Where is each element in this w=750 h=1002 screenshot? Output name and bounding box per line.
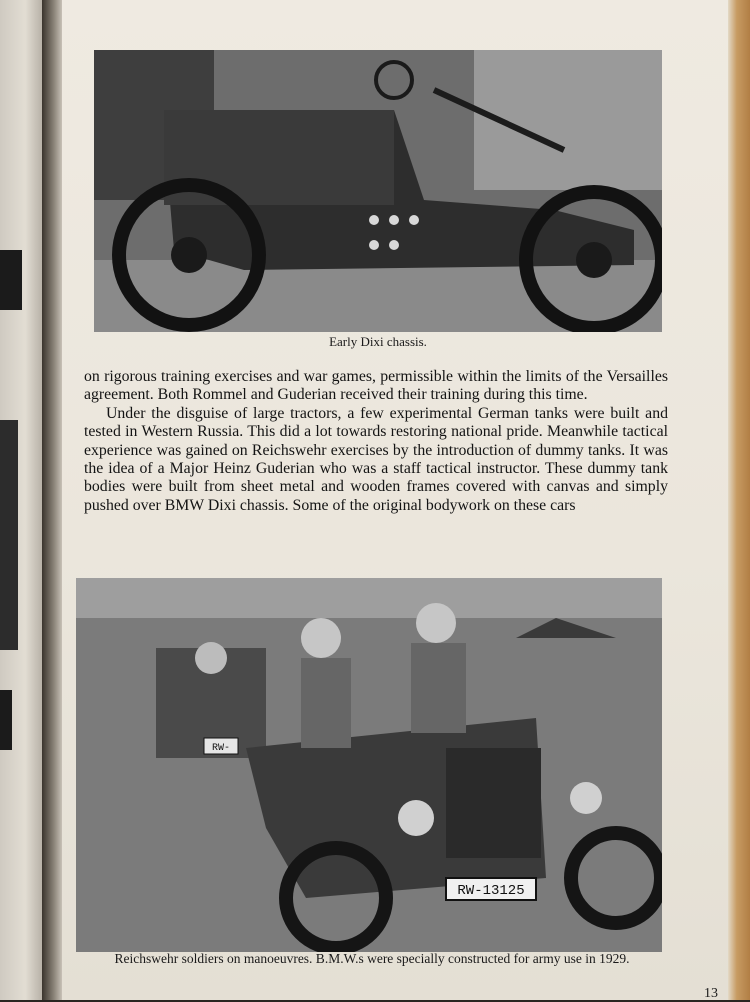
- soldiers-in-cars-illustration: [76, 578, 662, 952]
- photo-caption-top: Early Dixi chassis.: [329, 334, 427, 349]
- photo-caption-bottom: Reichswehr soldiers on manoeuvres. B.M.W.s were specially constructed for army use in 1929.: [114, 951, 630, 966]
- body-text: [84, 368, 668, 515]
- license-plate-front: RW-13125: [457, 883, 525, 899]
- adjacent-page-print-fragment: [0, 250, 22, 310]
- book-gutter: [42, 0, 64, 1000]
- binding-edge: [728, 0, 750, 1000]
- car-chassis-illustration: [94, 50, 662, 332]
- adjacent-page-print-fragment: [0, 690, 12, 750]
- book-page: [62, 0, 730, 1000]
- adjacent-page-print-fragment: [0, 420, 18, 650]
- paragraph-2: Under the disguise of large tractors, a few experimental German tanks were built and tested in Western Russia. This did a lot towards restoring national pride. Meanwhile tactical experience was gained on Reichswehr exercises by the introduction of dummy tanks. It was the idea of a Major Heinz Guderian who was a staff tactical instructor. These dummy tank bodies were built from sheet metal and wooden frames covered with canvas and simply pushed over BMW Dixi chassis. Some of the original bodywork on these cars: [84, 404, 668, 514]
- photo-reichswehr-soldiers: [76, 578, 662, 952]
- license-plate-rear: RW-: [211, 743, 231, 754]
- paragraph-1: on rigorous training exercises and war games, permissible within the limits of the Versailles agreement. Both Rommel and Guderian received their training during this time.: [84, 368, 668, 404]
- photo-early-dixi-chassis: [94, 50, 662, 332]
- page-number: 13: [704, 986, 718, 1001]
- adjacent-page-edge: [0, 0, 42, 1000]
